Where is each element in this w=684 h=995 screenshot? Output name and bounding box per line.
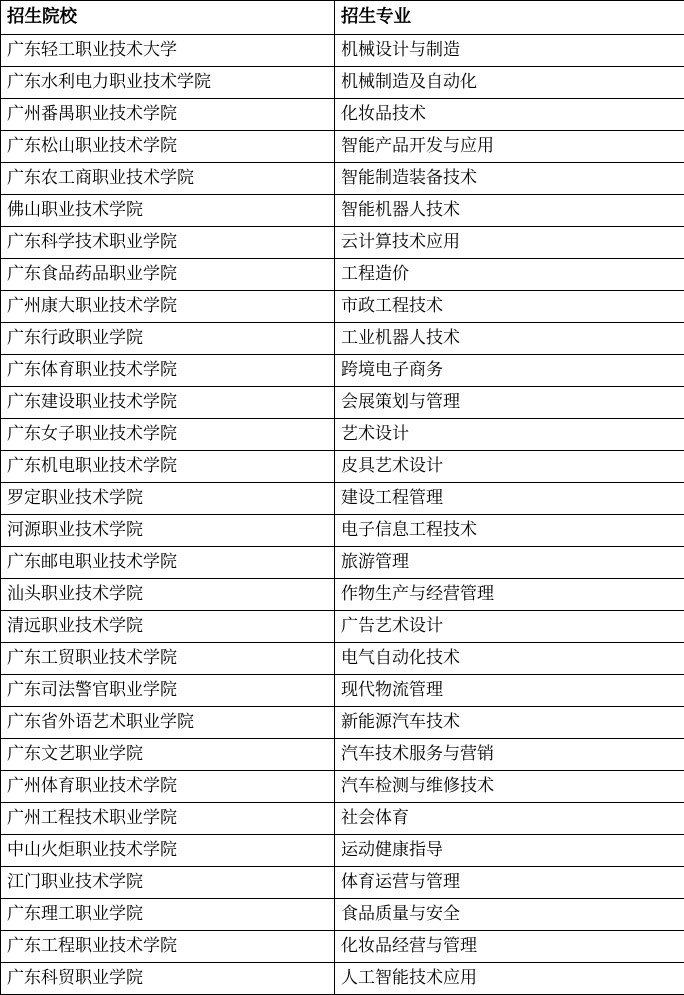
- table-row: [1, 483, 684, 515]
- cell-school: 广东科贸职业学院: [1, 963, 335, 995]
- cell-major: 运动健康指导: [335, 835, 684, 867]
- table-row: [1, 739, 684, 771]
- cell-major: 旅游管理: [335, 547, 684, 579]
- cell-school: 广州康大职业技术学院: [1, 291, 335, 323]
- table-row: [1, 803, 684, 835]
- cell-school: 中山火炬职业技术学院: [1, 835, 335, 867]
- cell-major: 会展策划与管理: [335, 387, 684, 419]
- cell-major: 现代物流管理: [335, 675, 684, 707]
- cell-major: 化妆品技术: [335, 99, 684, 131]
- cell-major: 智能制造装备技术: [335, 163, 684, 195]
- table-row: [1, 323, 684, 355]
- cell-school: 广州番禺职业技术学院: [1, 99, 335, 131]
- cell-school: 罗定职业技术学院: [1, 483, 335, 515]
- cell-major: 广告艺术设计: [335, 611, 684, 643]
- table-row: [1, 707, 684, 739]
- table-row: [1, 195, 684, 227]
- cell-school: 广东司法警官职业学院: [1, 675, 335, 707]
- cell-major: 建设工程管理: [335, 483, 684, 515]
- cell-major: 艺术设计: [335, 419, 684, 451]
- cell-school: 广东工程职业技术学院: [1, 931, 335, 963]
- cell-major: 智能产品开发与应用: [335, 131, 684, 163]
- table-row: [1, 579, 684, 611]
- cell-major: 工程造价: [335, 259, 684, 291]
- cell-school: 广东理工职业学院: [1, 899, 335, 931]
- cell-school: 佛山职业技术学院: [1, 195, 335, 227]
- cell-school: 广东科学技术职业学院: [1, 227, 335, 259]
- cell-major: 智能机器人技术: [335, 195, 684, 227]
- cell-school: 河源职业技术学院: [1, 515, 335, 547]
- cell-major: 新能源汽车技术: [335, 707, 684, 739]
- table-row: [1, 931, 684, 963]
- cell-school: 广东行政职业学院: [1, 323, 335, 355]
- table-row: [1, 547, 684, 579]
- table-row: [1, 515, 684, 547]
- table-row: [1, 259, 684, 291]
- cell-major: 工业机器人技术: [335, 323, 684, 355]
- cell-major: 皮具艺术设计: [335, 451, 684, 483]
- cell-school: 广东邮电职业技术学院: [1, 547, 335, 579]
- table-row: [1, 67, 684, 99]
- cell-major: 社会体育: [335, 803, 684, 835]
- cell-major: 跨境电子商务: [335, 355, 684, 387]
- cell-major: 食品质量与安全: [335, 899, 684, 931]
- cell-school: 广东女子职业技术学院: [1, 419, 335, 451]
- table-row: [1, 963, 684, 995]
- cell-school: 清远职业技术学院: [1, 611, 335, 643]
- cell-school: 广东轻工职业技术大学: [1, 35, 335, 67]
- table-row: [1, 419, 684, 451]
- cell-major: 机械设计与制造: [335, 35, 684, 67]
- cell-school: 广州工程技术职业学院: [1, 803, 335, 835]
- cell-major: 机械制造及自动化: [335, 67, 684, 99]
- cell-major: 电子信息工程技术: [335, 515, 684, 547]
- table-row: [1, 291, 684, 323]
- table-row: [1, 835, 684, 867]
- column-header-school: 招生院校: [1, 1, 335, 35]
- table-row: [1, 131, 684, 163]
- cell-school: 江门职业技术学院: [1, 867, 335, 899]
- table-row: [1, 387, 684, 419]
- cell-school: 广东农工商职业技术学院: [1, 163, 335, 195]
- table-body: [1, 35, 684, 995]
- column-header-major: 招生专业: [335, 1, 684, 35]
- cell-major: 云计算技术应用: [335, 227, 684, 259]
- cell-school: 广东机电职业技术学院: [1, 451, 335, 483]
- cell-major: 作物生产与经营管理: [335, 579, 684, 611]
- cell-major: 电气自动化技术: [335, 643, 684, 675]
- cell-school: 广州体育职业技术学院: [1, 771, 335, 803]
- table-header: [1, 1, 684, 35]
- cell-major: 体育运营与管理: [335, 867, 684, 899]
- cell-school: 广东水利电力职业技术学院: [1, 67, 335, 99]
- cell-school: 广东建设职业技术学院: [1, 387, 335, 419]
- table-row: [1, 451, 684, 483]
- table-row: [1, 163, 684, 195]
- table-row: [1, 899, 684, 931]
- cell-school: 广东文艺职业学院: [1, 739, 335, 771]
- cell-school: 广东省外语艺术职业学院: [1, 707, 335, 739]
- table-row: [1, 35, 684, 67]
- table-row: [1, 227, 684, 259]
- table-row: [1, 867, 684, 899]
- cell-school: 广东松山职业技术学院: [1, 131, 335, 163]
- cell-major: 汽车检测与维修技术: [335, 771, 684, 803]
- cell-school: 汕头职业技术学院: [1, 579, 335, 611]
- cell-major: 化妆品经营与管理: [335, 931, 684, 963]
- cell-school: 广东工贸职业技术学院: [1, 643, 335, 675]
- cell-major: 市政工程技术: [335, 291, 684, 323]
- cell-major: 人工智能技术应用: [335, 963, 684, 995]
- table-row: [1, 355, 684, 387]
- table-row: [1, 643, 684, 675]
- table-header-row: [1, 1, 684, 35]
- cell-school: 广东食品药品职业学院: [1, 259, 335, 291]
- table-row: [1, 771, 684, 803]
- table-row: [1, 611, 684, 643]
- table-row: [1, 99, 684, 131]
- cell-school: 广东体育职业技术学院: [1, 355, 335, 387]
- cell-major: 汽车技术服务与营销: [335, 739, 684, 771]
- table-row: [1, 675, 684, 707]
